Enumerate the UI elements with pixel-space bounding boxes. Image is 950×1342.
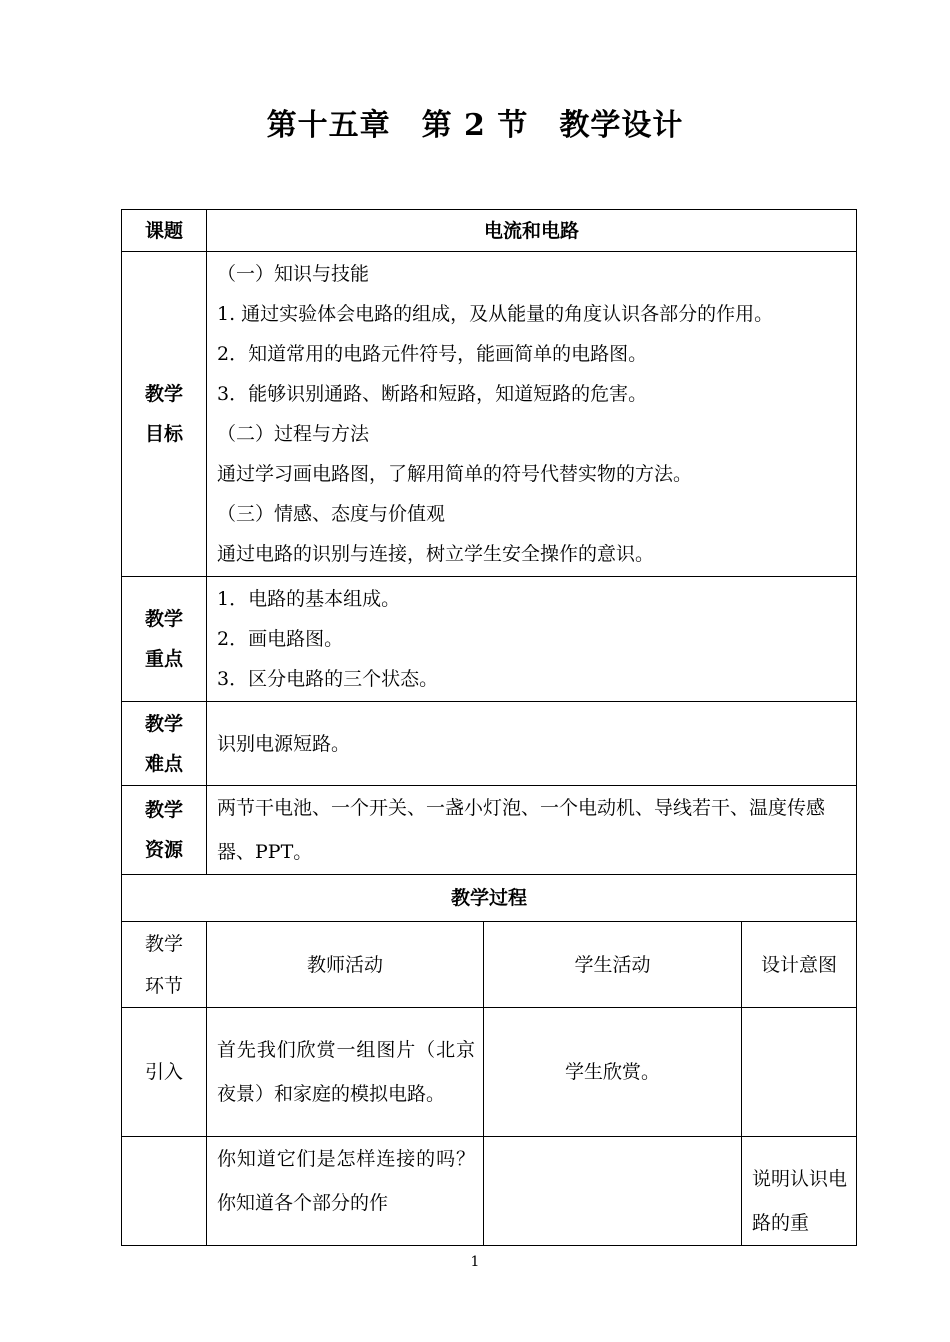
process-row: [122, 1008, 857, 1137]
column-stage-text: 教学环节: [144, 932, 183, 997]
page-title: 第十五章 第 2 节 教学设计: [266, 108, 684, 143]
objective-line: 1. 通过实验体会电路的组成，及从能量的角度认识各部分的作用。: [217, 303, 774, 325]
key-points-row: [122, 577, 857, 702]
teacher-activity-cell: 你知道它们是怎样连接的吗？你知道各个部分的作: [207, 1137, 484, 1246]
objective-line: （一）知识与技能: [217, 263, 370, 285]
column-student: 学生活动: [484, 922, 742, 1008]
key-points-label-text: 教学重点: [144, 608, 183, 670]
lesson-plan-table: [121, 209, 857, 1246]
stage-cell: 引入: [122, 1008, 207, 1137]
objective-line: （二）过程与方法: [217, 423, 370, 445]
resources-row: [122, 786, 857, 875]
objectives-content: [207, 252, 857, 577]
process-row: [122, 1137, 857, 1246]
difficulties-label-text: 教学难点: [144, 712, 183, 775]
objective-line: 3．能够识别通路、断路和短路，知道短路的危害。: [217, 383, 648, 405]
objectives-label: [122, 252, 207, 577]
process-heading: 教学过程: [122, 875, 857, 922]
stage-cell: [122, 1137, 207, 1246]
key-points-label: [122, 577, 207, 702]
key-point-line: 1．电路的基本组成。: [217, 588, 401, 610]
difficulties-row: [122, 702, 857, 786]
page-number: 1: [470, 1254, 480, 1270]
key-points-content: [207, 577, 857, 702]
objective-line: 通过学习画电路图，了解用简单的符号代替实物的方法。: [217, 463, 693, 485]
process-columns-row: [122, 922, 857, 1008]
topic-value: 电流和电路: [207, 210, 857, 252]
objective-line: 通过电路的识别与连接，树立学生安全操作的意识。: [217, 543, 655, 565]
column-stage: [122, 922, 207, 1008]
resources-content: 两节干电池、一个开关、一盏小灯泡、一个电动机、导线若干、温度传感器、PPT。: [207, 786, 857, 875]
process-heading-row: [122, 875, 857, 922]
column-teacher: 教师活动: [207, 922, 484, 1008]
intent-cell: [742, 1008, 857, 1137]
difficulties-content: 识别电源短路。: [207, 702, 857, 786]
topic-label: 课题: [122, 210, 207, 252]
objective-line: （三）情感、态度与价值观: [217, 503, 446, 525]
student-activity-cell: [484, 1137, 742, 1246]
objective-line: 2．知道常用的电路元件符号，能画简单的电路图。: [217, 343, 648, 365]
resources-label: [122, 786, 207, 875]
teacher-activity-cell: 首先我们欣赏一组图片（北京夜景）和家庭的模拟电路。: [207, 1008, 484, 1137]
objectives-label-text: 教学目标: [144, 383, 183, 445]
difficulties-label: [122, 702, 207, 786]
topic-row: [122, 210, 857, 252]
intent-cell: 说明认识电路的重: [742, 1137, 857, 1246]
key-point-line: 3．区分电路的三个状态。: [217, 668, 439, 690]
key-point-line: 2．画电路图。: [217, 628, 344, 650]
objectives-row: [122, 252, 857, 577]
column-intent: 设计意图: [742, 922, 857, 1008]
student-activity-cell: 学生欣赏。: [484, 1008, 742, 1137]
resources-label-text: 教学资源: [144, 799, 183, 861]
